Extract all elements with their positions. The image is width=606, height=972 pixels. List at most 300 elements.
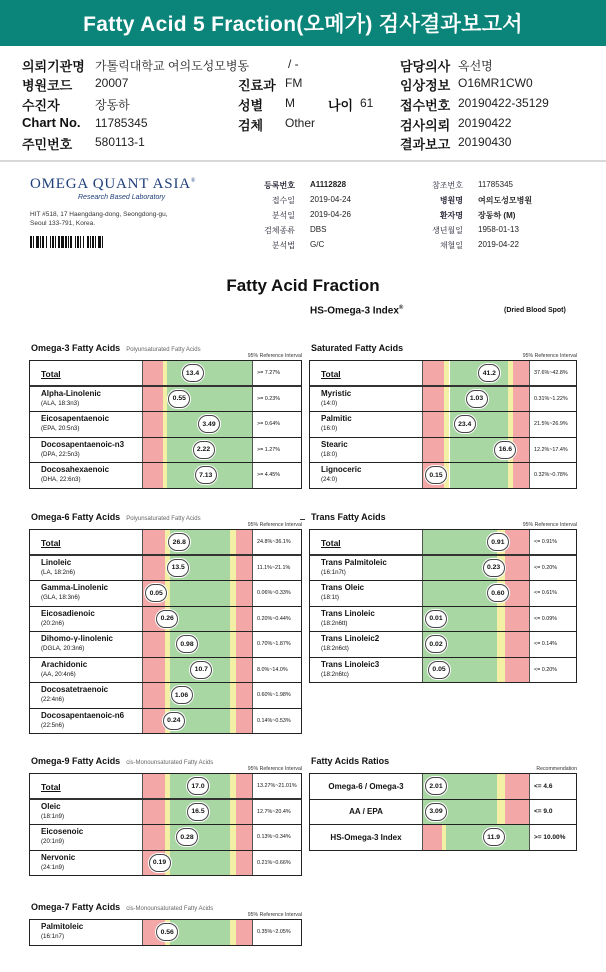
- reference-bar: [423, 438, 530, 463]
- ratios-reference-header: Recommendation: [536, 766, 577, 772]
- analyte-name-cell: [30, 632, 143, 657]
- table-row: [29, 774, 302, 800]
- info-label: 검체종류: [264, 226, 295, 235]
- hs-index-text: HS-Omega-3 Index: [310, 305, 399, 317]
- analyte-abbrev: (16:0): [321, 425, 338, 432]
- reference-bar: [423, 632, 530, 657]
- header-value: 580113-1: [95, 135, 145, 149]
- header-label: 주민번호: [22, 137, 73, 152]
- analyte-name: Dihomo-γ-linolenic: [41, 634, 113, 643]
- saturated-table: [309, 360, 577, 489]
- analyte-abbrev: (18:0): [321, 450, 338, 458]
- table-row: [309, 438, 577, 464]
- analyte-name: Stearic: [321, 439, 348, 449]
- reference-bar: [143, 800, 253, 825]
- info-value: 11785345: [478, 180, 513, 189]
- header-value: / -: [288, 57, 299, 71]
- value-marker: 0.05: [428, 661, 450, 679]
- info-label: 참조번호: [432, 181, 463, 190]
- value-marker: 2.01: [425, 777, 447, 795]
- zone-red: [143, 632, 165, 657]
- zone-red: [423, 412, 444, 437]
- analyte-abbrev: (24:1n9): [41, 863, 65, 871]
- analyte-name: Trans Linoleic2: [321, 634, 380, 643]
- reference-bar: [423, 774, 530, 799]
- info-value: 2019-04-22: [478, 240, 519, 249]
- value-marker: 16.6: [494, 441, 516, 459]
- analyte-name-cell: [310, 463, 423, 488]
- analyte-name-cell: [310, 438, 423, 463]
- analyte-name: Arachidonic: [41, 659, 88, 669]
- analyte-name-cell: [310, 800, 423, 825]
- value-marker: 13.5: [167, 559, 189, 577]
- table-row: [309, 556, 577, 582]
- omega9-table: [29, 773, 302, 876]
- reference-bar: [423, 581, 530, 606]
- reference-range: 8.0%~14.0%: [257, 666, 288, 673]
- saturated-title-text: Saturated Fatty Acids: [311, 343, 404, 353]
- analyte-name: Docosapentaenoic-n3: [41, 439, 125, 449]
- zone-red: [236, 658, 252, 683]
- value-marker: 2.22: [193, 441, 215, 459]
- zone-red: [505, 774, 529, 799]
- value-marker: 0.24: [163, 712, 185, 730]
- zone-green: [167, 361, 252, 385]
- info-value: 2019-04-26: [310, 210, 351, 219]
- analyte-name-cell: [30, 920, 143, 945]
- table-row: [29, 463, 302, 489]
- reference-bar: [143, 683, 253, 708]
- analyte-name-cell: [310, 581, 423, 606]
- analyte-abbrev: (EPA, 20:5n3): [41, 425, 80, 432]
- analyte-name-cell: [30, 361, 143, 385]
- zone-red: [236, 851, 252, 876]
- table-row: [29, 387, 302, 413]
- value-marker: 0.55: [168, 390, 190, 408]
- report-title-bar: [0, 0, 606, 46]
- analyte-name: Total: [41, 782, 61, 792]
- ratios-section-title: [311, 756, 389, 766]
- lab-logo-reg: ®: [190, 178, 197, 184]
- header-value: 가톨릭대학교 여의도성모병동: [95, 59, 250, 73]
- table-row: [29, 658, 302, 684]
- reference-bar: [423, 556, 530, 581]
- value-marker: 7.13: [195, 466, 217, 484]
- analyte-name-cell: [30, 607, 143, 632]
- analyte-name: Myristic: [321, 388, 352, 398]
- table-row: [309, 825, 577, 851]
- reference-range: >= 1.27%: [257, 446, 281, 453]
- value-marker: 10.7: [190, 661, 212, 679]
- zone-green: [170, 581, 230, 606]
- analyte-name: Eicosapentaenoic: [41, 414, 110, 423]
- analyte-name-cell: [310, 556, 423, 581]
- zone-red: [236, 774, 252, 798]
- analyte-name-cell: [30, 709, 143, 734]
- analyte-abbrev: (24:0): [321, 476, 338, 483]
- zone-red: [143, 530, 165, 554]
- analyte-abbrev: (DHA, 22:6n3): [41, 476, 81, 483]
- zone-red: [236, 581, 252, 606]
- zone-red: [513, 387, 529, 412]
- table-row: [29, 412, 302, 438]
- info-label: 채혈일: [439, 241, 463, 250]
- saturated-reference-header: 95% Reference Interval: [522, 353, 577, 359]
- lab-address-2: Seoul 133-791, Korea.: [30, 220, 96, 227]
- reference-range: 12.2%~17.4%: [534, 446, 568, 453]
- value-marker: 1.03: [466, 390, 488, 408]
- table-row: [309, 530, 577, 556]
- omega3-table: [29, 360, 302, 489]
- table-row: [309, 774, 577, 800]
- header-label: 나이: [328, 98, 354, 113]
- table-row: [29, 851, 302, 877]
- analyte-abbrev: (DGLA, 20:3n6): [41, 645, 85, 652]
- table-row: [309, 607, 577, 633]
- omega3-subtitle: Polyunsaturated Fatty Acids: [126, 347, 201, 353]
- zone-red: [513, 361, 529, 385]
- zone-red: [505, 800, 529, 825]
- analyte-name-cell: [30, 412, 143, 437]
- zone-red: [236, 632, 252, 657]
- value-marker: 13.4: [182, 364, 204, 382]
- zone-green: [170, 920, 230, 945]
- header-value: M: [285, 96, 295, 110]
- analyte-name: Trans Oleic: [321, 583, 365, 592]
- table-row: [29, 530, 302, 556]
- zone-red: [423, 361, 444, 385]
- reference-range: 0.20%~0.44%: [257, 615, 291, 622]
- header-value: 장동하: [95, 98, 130, 112]
- zone-red: [143, 438, 163, 463]
- table-row: [309, 581, 577, 607]
- header-value: 20190422: [458, 116, 512, 130]
- reference-range: 37.6%~42.8%: [534, 369, 568, 376]
- zone-red: [236, 607, 252, 632]
- analyte-name: Gamma-Linolenic: [41, 583, 109, 592]
- zone-red: [423, 825, 442, 850]
- header-label: 수진자: [22, 98, 60, 113]
- info-value: 여의도성모병원: [478, 196, 533, 205]
- lab-address-1: HIT #518, 17 Haengdang-dong, Seongdong-gu,: [30, 211, 168, 218]
- header-value: O16MR1CW0: [458, 76, 533, 90]
- trans-title-text: Trans Fatty Acids: [311, 512, 386, 522]
- zone-red: [236, 709, 252, 734]
- analyte-abbrev: (DPA, 22:5n3): [41, 450, 80, 458]
- lab-logo-text: OMEGA QUANT ASIA: [30, 176, 191, 192]
- reference-range: >= 10.00%: [534, 833, 566, 841]
- lab-subtitle: Research Based Laboratory: [78, 194, 166, 201]
- analyte-name: Oleic: [41, 801, 61, 811]
- reference-range: <= 4.6: [534, 782, 553, 790]
- reference-range: >= 7.27%: [257, 369, 281, 376]
- zone-red: [143, 683, 165, 708]
- analyte-name-cell: [310, 530, 423, 554]
- omega6-table: [29, 529, 302, 734]
- analyte-abbrev: (20:2n6): [41, 619, 65, 627]
- header-value: 61: [360, 96, 374, 110]
- analyte-abbrev: (20:1n9): [41, 838, 65, 845]
- omega7-table: [29, 919, 302, 946]
- dried-blood-spot-label: (Dried Blood Spot): [504, 307, 566, 314]
- header-label: 검사의뢰: [400, 118, 451, 133]
- analyte-name: AA / EPA: [349, 807, 383, 817]
- reference-bar: [423, 825, 530, 850]
- table-row: [309, 800, 577, 826]
- reference-bar: [143, 412, 253, 437]
- header-label: 검체: [238, 118, 264, 133]
- value-marker: 3.49: [198, 415, 220, 433]
- ratios-title-text: Fatty Acids Ratios: [311, 756, 390, 766]
- reference-range: 0.35%~2.05%: [257, 929, 291, 936]
- table-row: [29, 632, 302, 658]
- reference-bar: [143, 387, 253, 412]
- analyte-name: Docosatetraenoic: [41, 685, 109, 694]
- analyte-name-cell: [30, 387, 143, 412]
- table-row: [29, 607, 302, 633]
- zone-red: [236, 800, 252, 825]
- hs-omega3-index-title: [310, 305, 403, 316]
- zone-red: [505, 607, 529, 632]
- zone-green: [170, 607, 230, 632]
- analyte-name-cell: [30, 800, 143, 825]
- header-label: 결과보고: [400, 137, 451, 152]
- ratios-table: [309, 773, 577, 851]
- value-marker: 1.06: [171, 686, 193, 704]
- reference-range: 0.13%~0.34%: [257, 834, 291, 841]
- reference-bar: [143, 361, 253, 385]
- info-value: A1112828: [310, 180, 347, 189]
- reference-range: 0.60%~1.98%: [257, 692, 291, 699]
- value-marker: 0.28: [176, 828, 198, 846]
- zone-red: [143, 463, 163, 488]
- zone-red: [143, 556, 165, 581]
- value-marker: 0.91: [487, 533, 509, 551]
- trans-table: [309, 529, 577, 683]
- analyte-name-cell: [30, 581, 143, 606]
- reference-range: 24.8%~36.1%: [257, 538, 291, 545]
- header-value: FM: [285, 76, 303, 90]
- reference-bar: [423, 800, 530, 825]
- header-label: 의뢰기관명: [22, 59, 85, 74]
- info-label: 환자명: [439, 211, 463, 220]
- header-label: 병원코드: [22, 78, 73, 93]
- header-label: 접수번호: [400, 98, 451, 113]
- reference-bar: [143, 530, 253, 554]
- analyte-name-cell: [310, 632, 423, 657]
- reference-range: 21.5%~26.9%: [534, 421, 568, 428]
- header-label: 담당의사: [400, 59, 451, 74]
- table-row: [309, 463, 577, 489]
- omega6-section-title: [31, 512, 201, 522]
- header-value: 옥선명: [458, 59, 493, 73]
- omega9-reference-header: 95% Reference Interval: [247, 766, 302, 772]
- zone-red: [505, 658, 529, 683]
- table-row: [309, 412, 577, 438]
- analyte-name: Trans Linoleic: [321, 608, 375, 618]
- reference-bar: [143, 825, 253, 850]
- omega3-title-text: Omega-3 Fatty Acids: [31, 343, 121, 353]
- reference-range: 0.06%~0.33%: [257, 590, 291, 597]
- reference-range: 11.1%~21.1%: [257, 564, 291, 571]
- omega6-subtitle: Polyunsaturated Fatty Acids: [126, 516, 201, 522]
- value-marker: 23.4: [454, 415, 476, 433]
- analyte-name: Total: [41, 538, 61, 548]
- header-value: 11785345: [95, 116, 148, 130]
- info-label: 접수일: [271, 196, 295, 205]
- report-title: Fatty Acid 5 Fraction(오메가) 검사결과보고서: [83, 13, 523, 36]
- info-value: 2019-04-24: [310, 195, 351, 204]
- info-value: 장동하 (M): [478, 211, 516, 220]
- omega6-reference-header: 95% Reference Interval: [247, 522, 302, 528]
- zone-red: [143, 825, 165, 850]
- value-marker: 0.26: [156, 610, 178, 628]
- zone-yellow: [497, 774, 504, 799]
- analyte-abbrev: (22:4n6): [41, 696, 65, 703]
- value-marker: 0.02: [425, 635, 447, 653]
- trans-section-title: [311, 512, 386, 522]
- analyte-name: Omega-6 / Omega-3: [328, 781, 404, 791]
- table-row: [29, 556, 302, 582]
- zone-yellow: [497, 632, 504, 657]
- reference-range: 0.31%~1.22%: [534, 395, 568, 402]
- analyte-name: Palmitoleic: [41, 922, 84, 931]
- zone-red: [236, 530, 252, 554]
- table-row: [29, 800, 302, 826]
- header-value: 20007: [95, 76, 129, 90]
- zone-red: [143, 658, 165, 683]
- zone-red: [143, 412, 163, 437]
- value-marker: 0.98: [176, 635, 198, 653]
- header-value: 20190422-35129: [458, 96, 549, 110]
- reference-bar: [143, 709, 253, 734]
- reference-bar: [423, 361, 530, 385]
- header-label: 성별: [238, 98, 264, 113]
- analyte-name: Total: [321, 538, 341, 548]
- analyte-abbrev: (18:2n6tc): [321, 670, 349, 678]
- header-value: 20190430: [458, 135, 512, 149]
- analyte-name: Nervonic: [41, 852, 76, 862]
- zone-red: [236, 556, 252, 581]
- zone-red: [143, 387, 163, 412]
- omega9-subtitle: cis-Monounsaturated Fatty Acids: [126, 760, 214, 766]
- reference-range: 12.7%~20.4%: [257, 808, 291, 815]
- info-label: 생년월일: [432, 226, 463, 235]
- table-row: [29, 709, 302, 735]
- zone-red: [505, 556, 529, 581]
- table-row: [309, 361, 577, 387]
- header-divider: [0, 160, 606, 162]
- analyte-name-cell: [30, 683, 143, 708]
- value-marker: 0.19: [149, 854, 171, 872]
- zone-red: [423, 387, 444, 412]
- reference-range: <= 9.0: [534, 808, 553, 816]
- reference-range: 13.27%~21.01%: [257, 782, 297, 789]
- analyte-abbrev: (18:2n6tt): [321, 619, 348, 627]
- reference-bar: [143, 774, 253, 798]
- analyte-name: Total: [321, 369, 341, 379]
- reference-range: >= 0.23%: [257, 395, 281, 402]
- analyte-name-cell: [310, 774, 423, 799]
- zone-yellow: [497, 607, 504, 632]
- info-value: G/C: [310, 240, 325, 249]
- table-row: [29, 361, 302, 387]
- analyte-name-cell: [30, 438, 143, 463]
- header-value: Other: [285, 116, 316, 130]
- zone-red: [143, 361, 163, 385]
- analyte-abbrev: (16:1n7t): [321, 568, 346, 576]
- value-marker: 0.05: [145, 584, 167, 602]
- omega9-title-text: Omega-9 Fatty Acids: [31, 756, 121, 766]
- reference-bar: [143, 438, 253, 463]
- zone-red: [513, 463, 529, 488]
- reference-bar: [423, 387, 530, 412]
- zone-red: [143, 800, 165, 825]
- value-marker: 0.60: [487, 584, 509, 602]
- omega7-section-title: [31, 902, 213, 912]
- analyte-name-cell: [30, 851, 143, 876]
- info-label: 분석법: [271, 241, 295, 250]
- analyte-abbrev: (ALA, 18:3n3): [41, 399, 80, 407]
- table-row: [29, 581, 302, 607]
- table-row: [29, 920, 302, 946]
- reference-bar: [143, 581, 253, 606]
- value-marker: 0.56: [156, 923, 178, 941]
- analyte-abbrev: (AA, 20:4n6): [41, 670, 76, 678]
- separator-dash: [300, 519, 305, 520]
- value-marker: 41.2: [478, 364, 500, 382]
- reference-bar: [423, 463, 530, 488]
- reference-bar: [143, 920, 253, 945]
- analyte-name-cell: [310, 387, 423, 412]
- value-marker: 26.8: [168, 533, 190, 551]
- fatty-acid-fraction-title: Fatty Acid Fraction: [226, 276, 380, 295]
- analyte-name-cell: [310, 658, 423, 683]
- analyte-name-cell: [310, 412, 423, 437]
- reference-range: <= 0.14%: [534, 641, 558, 648]
- table-row: [309, 632, 577, 658]
- analyte-name: Total: [41, 369, 61, 379]
- reference-range: <= 0.20%: [534, 666, 558, 673]
- analyte-name: HS-Omega-3 Index: [330, 832, 402, 842]
- omega6-title-text: Omega-6 Fatty Acids: [31, 512, 121, 522]
- value-marker: 0.15: [425, 466, 447, 484]
- zone-green: [170, 851, 230, 876]
- table-row: [309, 658, 577, 684]
- reference-bar: [423, 607, 530, 632]
- reference-range: 0.14%~0.53%: [257, 717, 291, 724]
- analyte-name: Linoleic: [41, 557, 72, 567]
- analyte-name-cell: [30, 463, 143, 488]
- analyte-name: Docosahexaenoic: [41, 465, 110, 474]
- barcode: [30, 236, 160, 248]
- analyte-name: Eicosadienoic: [41, 608, 95, 618]
- analyte-name-cell: [310, 825, 423, 850]
- reference-bar: [143, 658, 253, 683]
- reference-range: <= 0.91%: [534, 538, 558, 545]
- analyte-name: Lignoceric: [321, 465, 362, 474]
- lab-logo-block: [30, 176, 196, 248]
- header-label: 임상정보: [400, 78, 451, 93]
- analyte-name: Trans Linoleic3: [321, 659, 380, 669]
- analyte-abbrev: (LA, 18:2n6): [41, 568, 76, 576]
- reference-range: >= 4.45%: [257, 472, 281, 479]
- analyte-name-cell: [30, 658, 143, 683]
- analyte-name-cell: [30, 825, 143, 850]
- zone-red: [236, 825, 252, 850]
- table-row: [309, 387, 577, 413]
- analyte-name-cell: [30, 774, 143, 798]
